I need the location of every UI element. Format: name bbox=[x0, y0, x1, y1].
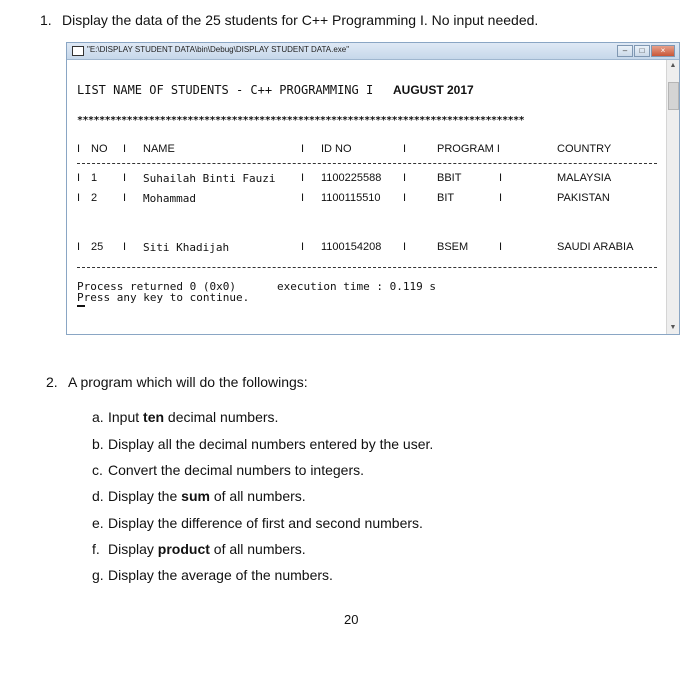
row-sep: I bbox=[123, 192, 127, 204]
window-controls bbox=[616, 45, 675, 56]
row-program: BSEM bbox=[437, 241, 469, 253]
item-letter: b. bbox=[92, 436, 104, 452]
row-sep: I bbox=[301, 192, 305, 204]
scroll-up-icon[interactable]: ▲ bbox=[669, 62, 677, 69]
question-number: 2. bbox=[46, 374, 58, 390]
page-number: 20 bbox=[344, 612, 359, 627]
col-program: PROGRAM I bbox=[437, 143, 500, 155]
question-text: Display the data of the 25 students for C++ Programming I. No input needed. bbox=[62, 12, 539, 28]
col-id: ID NO bbox=[321, 143, 352, 155]
list-item bbox=[92, 488, 592, 508]
row-program: BBIT bbox=[437, 172, 462, 184]
text-cursor bbox=[77, 305, 85, 307]
vertical-scrollbar[interactable] bbox=[666, 60, 679, 334]
dashed-divider bbox=[77, 267, 657, 268]
row-no: 2 bbox=[91, 192, 98, 204]
item-text: Display the difference of first and second numbers. bbox=[108, 515, 423, 531]
row-name: Suhailah Binti Fauzi bbox=[143, 172, 276, 185]
row-sep: I bbox=[301, 241, 305, 253]
row-sep: I bbox=[123, 241, 127, 253]
list-item bbox=[92, 515, 592, 535]
list-item bbox=[92, 436, 592, 456]
list-item bbox=[92, 567, 592, 587]
item-letter: g. bbox=[92, 567, 104, 583]
item-text: Display the average of the numbers. bbox=[108, 567, 333, 583]
item-letter: c. bbox=[92, 462, 103, 478]
row-name: Siti Khadijah bbox=[143, 241, 230, 254]
console-heading: LIST NAME OF STUDENTS - C++ PROGRAMMING I bbox=[77, 83, 374, 97]
scroll-down-icon[interactable]: ▼ bbox=[669, 324, 677, 331]
col-sep: I bbox=[403, 143, 407, 155]
row-sep: I bbox=[301, 172, 305, 184]
col-sep: I bbox=[77, 143, 81, 155]
row-no: 25 bbox=[91, 241, 104, 253]
item-letter: a. bbox=[92, 409, 104, 425]
col-name: NAME bbox=[143, 143, 175, 155]
console-heading-date: AUGUST 2017 bbox=[393, 83, 474, 97]
console-app-icon bbox=[72, 46, 84, 56]
console-window bbox=[66, 42, 680, 335]
item-text: Display the sum of all numbers. bbox=[108, 488, 306, 504]
item-text: Input ten decimal numbers. bbox=[108, 409, 279, 425]
scrollbar-thumb[interactable] bbox=[668, 82, 679, 110]
row-sep: I bbox=[123, 172, 127, 184]
window-title: "E:\DISPLAY STUDENT DATA\bin\Debug\DISPLAY STUDENT DATA.exe" bbox=[87, 45, 350, 54]
process-status: Process returned 0 (0x0) bbox=[77, 280, 236, 293]
col-country: COUNTRY bbox=[557, 143, 612, 155]
row-sep: I bbox=[77, 192, 81, 204]
item-letter: d. bbox=[92, 488, 104, 504]
list-item bbox=[92, 541, 592, 561]
item-letter: e. bbox=[92, 515, 104, 531]
col-sep: I bbox=[123, 143, 127, 155]
row-no: 1 bbox=[91, 172, 98, 184]
maximize-button[interactable]: □ bbox=[634, 45, 650, 57]
row-name: Mohammad bbox=[143, 192, 196, 205]
col-no: NO bbox=[91, 143, 108, 155]
star-divider: ********************************************************************************* bbox=[77, 115, 525, 126]
list-item bbox=[92, 409, 592, 429]
item-letter: f. bbox=[92, 541, 100, 557]
row-sep: I bbox=[499, 172, 503, 184]
row-sep: I bbox=[403, 192, 407, 204]
row-country: PAKISTAN bbox=[557, 192, 610, 204]
row-sep: I bbox=[499, 241, 503, 253]
row-country: MALAYSIA bbox=[557, 172, 612, 184]
row-id: 1100154208 bbox=[321, 241, 382, 253]
dashed-divider bbox=[77, 163, 657, 164]
question-text: A program which will do the followings: bbox=[68, 374, 308, 390]
row-program: BIT bbox=[437, 192, 455, 204]
row-sep: I bbox=[499, 192, 503, 204]
item-text: Display all the decimal numbers entered by the user. bbox=[108, 436, 434, 452]
row-sep: I bbox=[403, 172, 407, 184]
item-text: Display product of all numbers. bbox=[108, 541, 306, 557]
item-text: Convert the decimal numbers to integers. bbox=[108, 462, 365, 478]
col-sep: I bbox=[301, 143, 305, 155]
title-bar bbox=[67, 43, 679, 60]
row-sep: I bbox=[403, 241, 407, 253]
minimize-button[interactable]: – bbox=[617, 45, 633, 57]
list-item bbox=[92, 462, 592, 482]
question-2 bbox=[46, 374, 646, 394]
close-button[interactable]: × bbox=[651, 45, 675, 57]
question-1 bbox=[40, 12, 680, 32]
question-number: 1. bbox=[40, 12, 52, 28]
row-sep: I bbox=[77, 241, 81, 253]
row-country: SAUDI ARABIA bbox=[557, 241, 634, 253]
press-key-prompt: Press any key to continue. bbox=[77, 291, 250, 304]
row-id: 1100115510 bbox=[321, 192, 381, 204]
row-sep: I bbox=[77, 172, 81, 184]
row-id: 1100225588 bbox=[321, 172, 382, 184]
execution-time: execution time : 0.119 s bbox=[277, 280, 436, 293]
